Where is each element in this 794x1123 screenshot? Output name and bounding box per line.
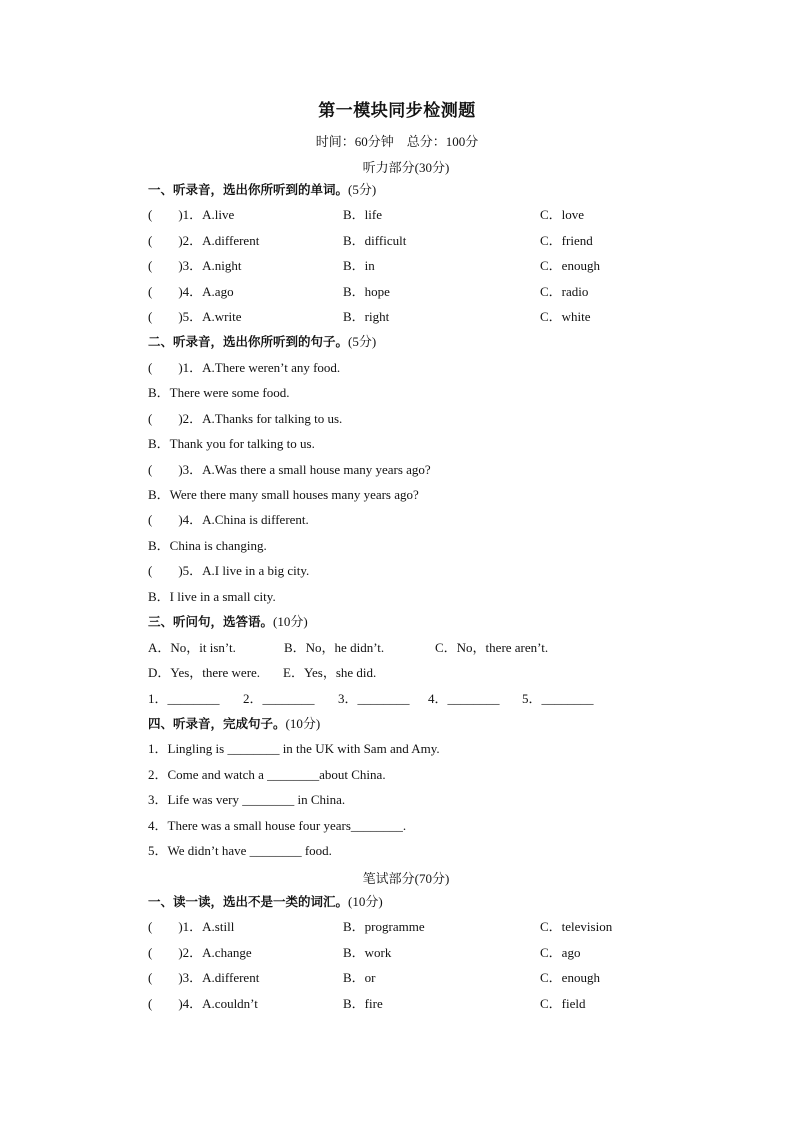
answer-blank: 4．________ (428, 691, 500, 706)
question-row (0, 233, 794, 249)
option-c: C．enough (540, 258, 600, 273)
listening-part-header: 听力部分(30分) (362, 160, 450, 175)
sentence-line: ( )4．A.China is different. (148, 512, 309, 527)
option-b: B．life (343, 207, 382, 222)
fill-in-sentence: 5．We didn’t have ________ food. (148, 843, 332, 858)
answer-options-row (0, 665, 794, 681)
sentence-line: ( )2．A.Thanks for talking to us. (148, 411, 343, 426)
option-a: ( )2．A.change (148, 945, 252, 960)
section-title-text: 一、听录音，选出你所听到的单词。 (148, 182, 349, 197)
answer-blank: 1．________ (148, 691, 220, 706)
question-row (0, 919, 794, 935)
answer-options-row (0, 640, 794, 656)
option-c: C．ago (540, 945, 581, 960)
answer-option: B．No，he didn’t. (284, 640, 385, 655)
writing-part-header: 笔试部分(70分) (362, 871, 450, 886)
option-c: C．field (540, 996, 586, 1011)
option-a: ( )5．A.write (148, 309, 242, 324)
section-title-text: 二、听录音，选出你所听到的句子。 (148, 334, 349, 349)
option-a: ( )3．A.different (148, 970, 260, 985)
section-points: (10分) (273, 614, 308, 629)
fill-in-sentence: 4．There was a small house four years________. (148, 818, 407, 833)
section-title-text: 一、读一读，选出不是一类的词汇。 (148, 894, 349, 909)
question-row (0, 284, 794, 300)
section-title (148, 716, 320, 732)
sentence-line: ( )5．A.I live in a big city. (148, 563, 310, 578)
option-c: C．television (540, 919, 613, 934)
option-a: ( )3．A.night (148, 258, 242, 273)
sentence-line: B．Were there many small houses many years ago? (148, 487, 419, 502)
option-a: ( )4．A.couldn’t (148, 996, 258, 1011)
fill-in-sentence: 1．Lingling is ________ in the UK with Sam and Amy. (148, 741, 440, 756)
answer-blank: 2．________ (243, 691, 315, 706)
question-row (0, 207, 794, 223)
fill-in-sentence: 2．Come and watch a ________about China. (148, 767, 386, 782)
question-row (0, 970, 794, 986)
sentence-line: ( )3．A.Was there a small house many years ago? (148, 462, 431, 477)
section-points: (10分) (285, 716, 321, 731)
section-title-text: 三、听问句，选答语。 (148, 614, 274, 629)
option-b: B．programme (343, 919, 425, 934)
option-b: B．right (343, 309, 390, 324)
section-title (148, 334, 376, 350)
section-title (148, 614, 308, 630)
section-title (148, 894, 383, 910)
option-c: C．friend (540, 233, 593, 248)
sentence-line: ( )1．A.There weren’t any food. (148, 360, 341, 375)
sentence-line: B．I live in a small city. (148, 589, 276, 604)
option-b: B．hope (343, 284, 390, 299)
question-row (0, 258, 794, 274)
option-a: ( )4．A.ago (148, 284, 234, 299)
option-a: ( )1．A.still (148, 919, 235, 934)
fill-in-sentence: 3．Life was very ________ in China. (148, 792, 346, 807)
sentence-line: B．There were some food. (148, 385, 290, 400)
answer-blanks-row (0, 691, 794, 707)
question-row (0, 996, 794, 1012)
option-a: ( )1．A.live (148, 207, 235, 222)
option-b: B．or (343, 970, 376, 985)
option-c: C．enough (540, 970, 600, 985)
answer-blank: 3．________ (338, 691, 410, 706)
answer-option: D．Yes，there were. (148, 665, 261, 680)
option-b: B．fire (343, 996, 383, 1011)
section-points: (10分) (348, 894, 383, 909)
question-row (0, 309, 794, 325)
section-title-text: 四、听录音，完成句子。 (148, 716, 286, 731)
sentence-line: B．Thank you for talking to us. (148, 436, 315, 451)
option-b: B．work (343, 945, 392, 960)
option-b: B．in (343, 258, 375, 273)
option-b: B．difficult (343, 233, 407, 248)
exam-time-score: 时间：60分钟 总分：100分 (315, 134, 479, 149)
question-row (0, 945, 794, 961)
answer-blank: 5．________ (522, 691, 594, 706)
sentence-line: B．China is changing. (148, 538, 267, 553)
option-a: ( )2．A.different (148, 233, 260, 248)
option-c: C．white (540, 309, 591, 324)
option-c: C．love (540, 207, 585, 222)
answer-option: C．No，there aren’t. (435, 640, 549, 655)
option-c: C．radio (540, 284, 589, 299)
answer-option: E．Yes，she did. (283, 665, 377, 680)
page-title: 第一模块同步检测题 (318, 101, 476, 121)
section-points: (5分) (348, 334, 377, 349)
answer-option: A．No，it isn’t. (148, 640, 236, 655)
section-points: (5分) (348, 182, 377, 197)
section-title (148, 182, 376, 198)
